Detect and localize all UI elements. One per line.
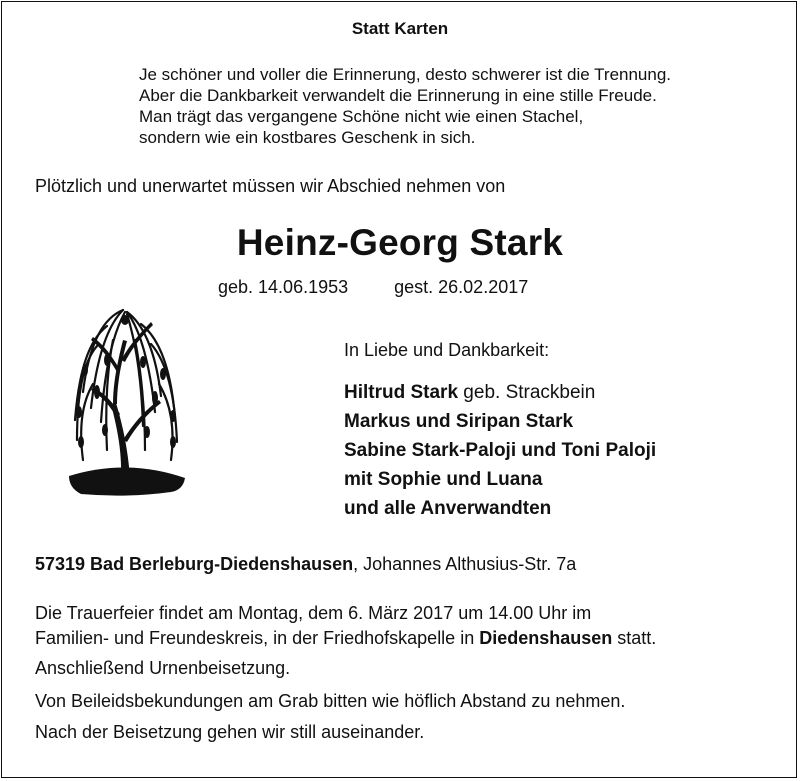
weeping-willow-icon	[67, 300, 187, 504]
funeral-text: statt.	[612, 628, 657, 648]
funeral-place: Diedenshausen	[479, 628, 613, 648]
mourner-line	[344, 378, 656, 407]
quote-line: sondern wie ein kostbares Geschenk in sich.	[139, 128, 476, 147]
mourners-intro: In Liebe und Dankbarkeit:	[344, 340, 550, 360]
mourner-line: Sabine Stark-Paloji und Toni Paloji	[344, 440, 657, 461]
quote-block	[139, 64, 671, 148]
intro-text: Plötzlich und unerwartet müssen wir Abschied nehmen von	[35, 176, 506, 196]
address-street: , Johannes Althusius-Str. 7a	[353, 554, 577, 574]
header-text: Statt Karten	[351, 19, 449, 38]
life-dates	[218, 277, 528, 298]
obituary-frame	[1, 1, 797, 778]
mourner-line: mit Sophie und Luana	[344, 469, 543, 490]
funeral-line: Die Trauerfeier findet am Montag, dem 6. März 2017 um 14.00 Uhr im	[35, 603, 592, 623]
address	[35, 554, 576, 575]
funeral-info	[35, 601, 656, 651]
birth-date: geb. 14.06.1953	[218, 277, 349, 297]
note-line: Von Beileidsbekundungen am Grab bitten wie höflich Abstand zu nehmen.	[35, 691, 626, 711]
funeral-line	[35, 626, 656, 651]
mourner-maiden-name: geb. Strackbein	[458, 382, 596, 403]
note-line: Nach der Beisetzung gehen wir still auseinander.	[35, 722, 425, 742]
quote-line: Je schöner und voller die Erinnerung, desto schwerer ist die Trennung.	[139, 65, 672, 84]
quote-line: Man trägt das vergangene Schöne nicht wie einen Stachel,	[139, 107, 584, 126]
mourner-name: Hiltrud Stark	[344, 382, 459, 403]
death-date: gest. 26.02.2017	[394, 277, 529, 297]
mourners-list	[344, 378, 656, 523]
note-line: Anschließend Urnenbeisetzung.	[35, 658, 291, 678]
mourner-line: und alle Anverwandten	[344, 498, 552, 519]
funeral-text: Familien- und Freundeskreis, in der Friedhofskapelle in	[35, 628, 480, 648]
mourner-line: Markus und Siripan Stark	[344, 411, 574, 432]
deceased-name: Heinz-Georg Stark	[236, 222, 564, 263]
quote-line: Aber die Dankbarkeit verwandelt die Erinnerung in eine stille Freude.	[139, 86, 657, 105]
address-place: 57319 Bad Berleburg-Diedenshausen	[35, 554, 354, 574]
